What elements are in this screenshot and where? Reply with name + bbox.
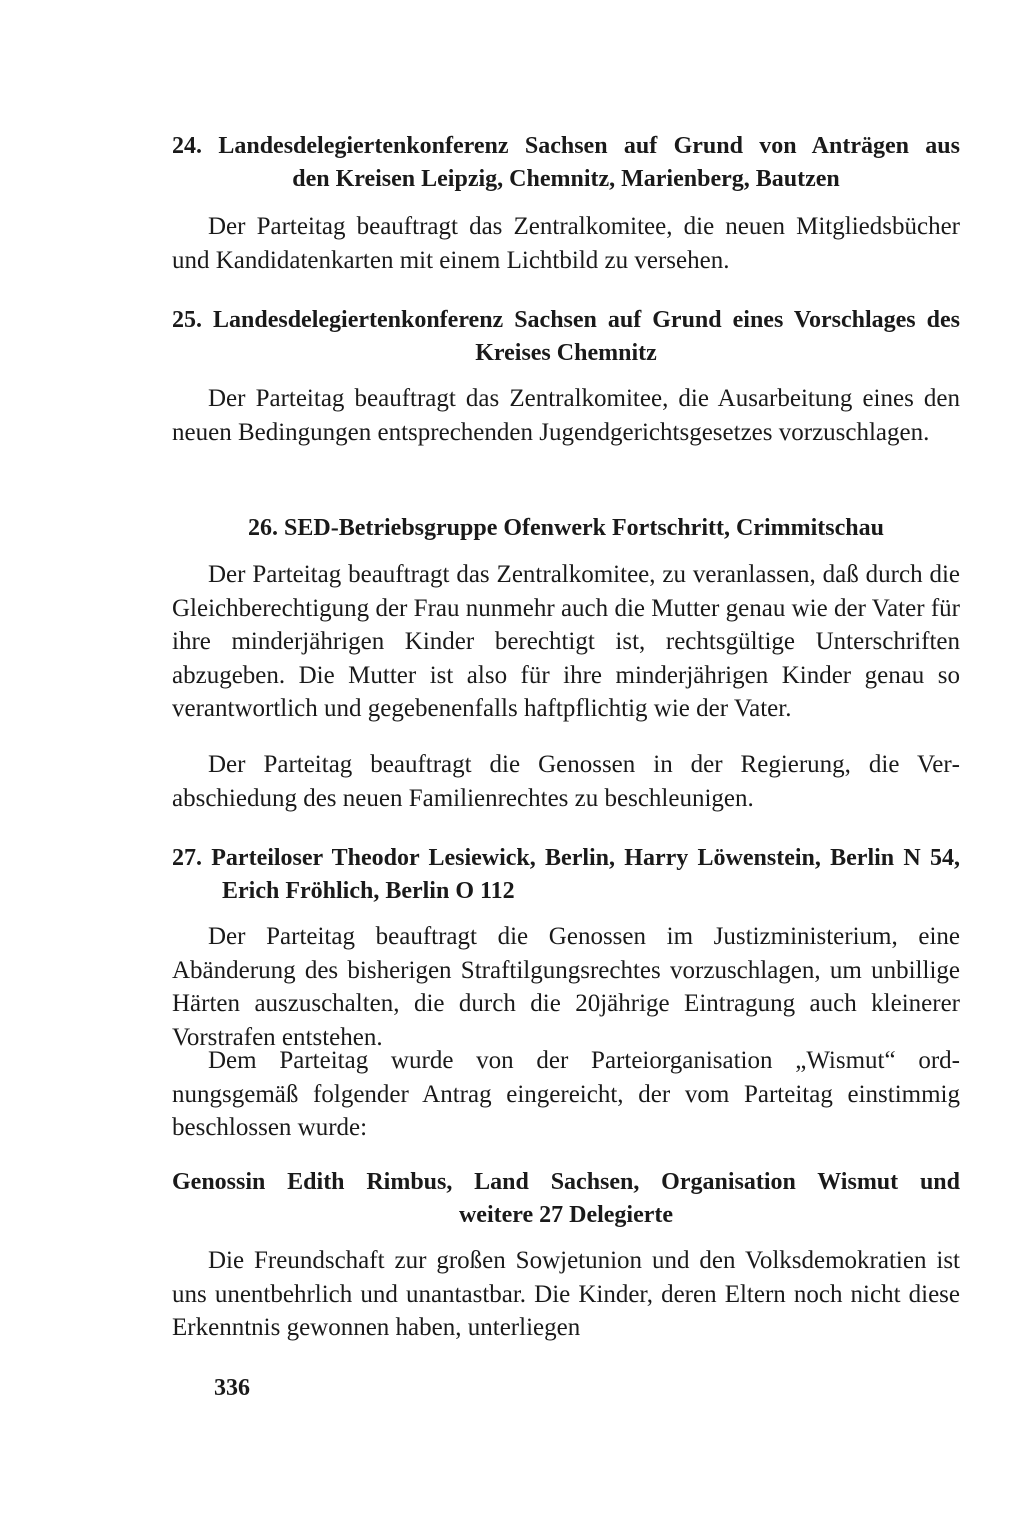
section-heading-25-line1: 25. Landesdelegiertenkonferenz Sachsen auf Grund eines Vorschlages des: [172, 307, 960, 333]
section-heading-wismut-line1: Genossin Edith Rimbus, Land Sachsen, Organisation Wismut und: [172, 1169, 960, 1195]
section-heading-25: [172, 304, 960, 370]
section-26-paragraph-1: Der Parteitag beauftragt das Zentralkomitee, zu veranlassen, daß durch die Gleichberechtigung der Frau nunmehr auch die Mutter genau wie der Vater für ihre minderjährigen Kinder berechtigt ist, rechtsgültige Unterschriften abzugeben. Die Mutter ist also für ihre minderjährigen Kinder genau so verantwortlich und gegebenenfalls haftpflichtig wie der Vater.: [172, 561, 960, 722]
section-heading-24-line1: 24. Landesdelegiertenkonferenz Sachsen auf Grund von Anträgen aus: [172, 133, 960, 159]
section-heading-25-line2: Kreises Chemnitz: [475, 340, 657, 366]
page-number: 336: [214, 1375, 250, 1401]
section-27-paragraph-2: Dem Parteitag wurde von der Parteiorganisation „Wismut“ ordnungsgemäß folgender Antrag eingereicht, der vom Parteitag einstimmig beschlossen wurde:: [172, 1047, 960, 1141]
section-27-paragraph-1: Der Parteitag beauftragt die Genossen im Justizministerium, eine Abänderung des bisherigen Straftilgungsrechtes vorzuschlagen, um unbillige Härten auszuschalten, die durch die 20jährige Eintragung auch kleinerer Vorstrafen entstehen.: [172, 923, 960, 1051]
section-25-paragraph-1: Der Parteitag beauftragt das Zentralkomitee, die Ausarbeitung eines den neuen Bedingungen entsprechenden Jugendgerichtsgesetzes vorzuschlagen.: [172, 385, 960, 446]
section-heading-26-line1: 26. SED-Betriebsgruppe Ofenwerk Fortschritt, Crimmitschau: [248, 515, 884, 541]
section-heading-27: [172, 842, 960, 908]
section-26-paragraph-2: Der Parteitag beauftragt die Genossen in der Regierung, die Verabschiedung des neuen Familienrechtes zu beschleunigen.: [172, 751, 960, 812]
section-heading-27-line2: Erich Fröhlich, Berlin O 112: [222, 878, 515, 904]
section-heading-24: [172, 130, 960, 196]
section-24-paragraph-1: Der Parteitag beauftragt das Zentralkomitee, die neuen Mitgliedsbücher und Kandidatenkarten mit einem Lichtbild zu versehen.: [172, 213, 960, 274]
section-heading-wismut: [172, 1166, 960, 1232]
section-heading-24-line2: den Kreisen Leipzig, Chemnitz, Marienberg, Bautzen: [292, 166, 840, 192]
section-heading-26: [172, 512, 960, 545]
section-wismut-paragraph-1: Die Freundschaft zur großen Sowjetunion und den Volksdemokratien ist uns unentbehrlich und unantastbar. Die Kinder, deren Eltern noch nicht diese Erkenntnis gewonnen haben, unterliegen: [172, 1247, 960, 1341]
section-heading-27-line1: 27. Parteiloser Theodor Lesiewick, Berlin, Harry Löwenstein, Berlin N 54,: [172, 845, 960, 871]
section-heading-wismut-line2: weitere 27 Delegierte: [458, 1202, 674, 1228]
